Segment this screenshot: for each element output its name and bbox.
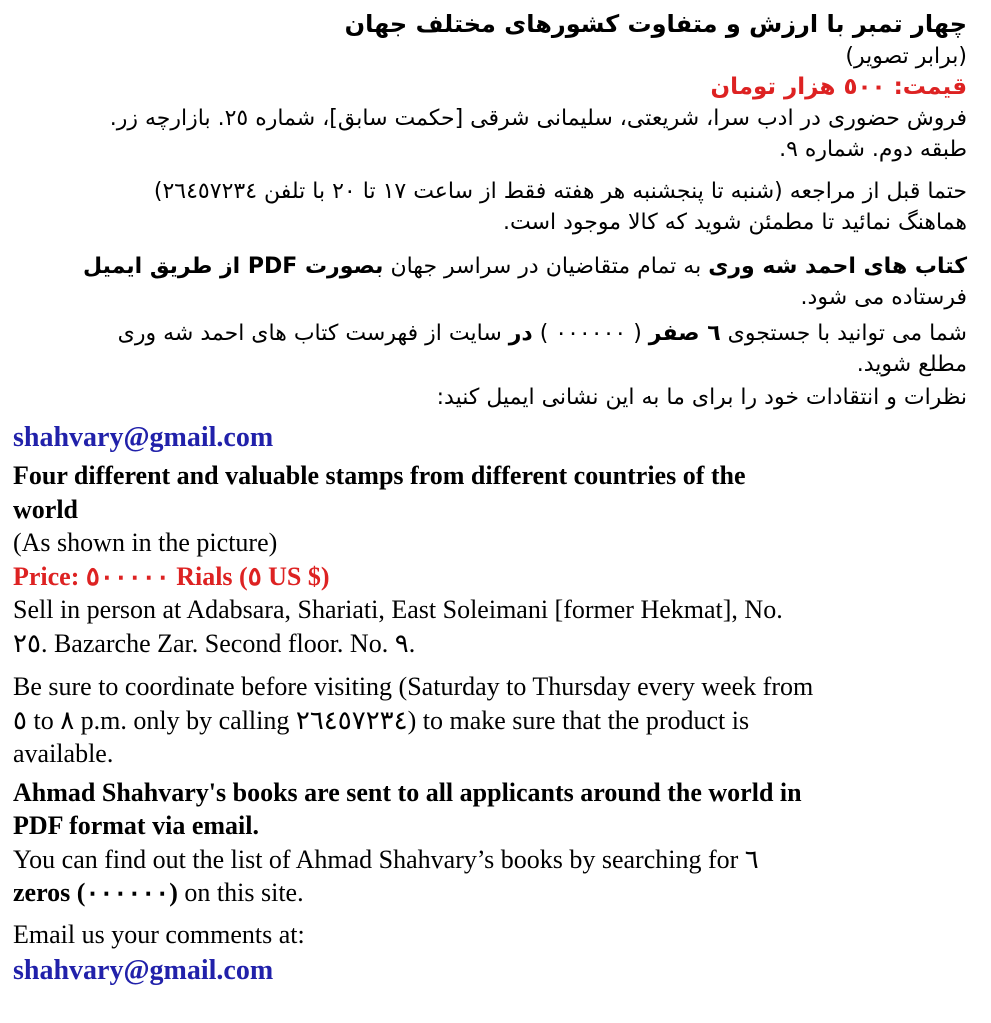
text-line bbox=[13, 72, 967, 103]
text-run: فرستاده می شود. bbox=[800, 285, 967, 310]
text-run: چهار تمبر با ارزش و متفاوت کشورهای مختلف جهان bbox=[344, 10, 967, 38]
text-run: PDF format via email. bbox=[13, 811, 259, 840]
text-line bbox=[13, 349, 967, 380]
text-line bbox=[13, 382, 967, 413]
en-search bbox=[13, 843, 967, 910]
fa-feedback bbox=[13, 382, 967, 413]
text-line bbox=[13, 918, 967, 952]
en-feedback bbox=[13, 918, 967, 952]
en-address bbox=[13, 593, 967, 660]
fa-search bbox=[13, 318, 967, 380]
text-run: available. bbox=[13, 739, 114, 768]
en-books bbox=[13, 776, 967, 843]
text-run: world bbox=[13, 494, 78, 524]
email-text: shahvary@gmail.com bbox=[13, 955, 274, 986]
text-line bbox=[13, 526, 967, 560]
text-run: (برابر تصویر) bbox=[845, 44, 967, 69]
en-price bbox=[13, 560, 967, 594]
text-run: در bbox=[508, 321, 533, 346]
text-line bbox=[13, 560, 967, 594]
text-run: ( ٠٠٠٠٠٠ ) bbox=[532, 321, 649, 346]
text-run: مطلع شوید. bbox=[856, 352, 967, 377]
text-run: بصورت PDF از طریق ایمیل bbox=[83, 254, 384, 279]
text-line bbox=[13, 282, 967, 313]
text-run: حتما قبل از مراجعه (شنبه تا پنجشنبه هر هفته فقط از ساعت ١٧ تا ٢٠ با تلفن ٢٦٤٥٧٢٣٤) bbox=[153, 179, 967, 204]
fa-address bbox=[13, 103, 967, 165]
en-subtitle bbox=[13, 526, 967, 560]
text-run: کتاب های احمد شه وری bbox=[708, 254, 967, 279]
fa-visit bbox=[13, 176, 967, 238]
text-line bbox=[13, 459, 967, 493]
email-link[interactable] bbox=[13, 419, 967, 457]
text-run: Email us your comments at: bbox=[13, 919, 305, 949]
fa-books bbox=[13, 251, 967, 313]
text-run: هماهنگ نمائید تا مطمئن شوید که کالا موجود است. bbox=[502, 210, 967, 235]
text-line bbox=[13, 134, 967, 165]
en-title bbox=[13, 459, 967, 526]
text-run: Ahmad Shahvary's books are sent to all applicants around the world in bbox=[13, 777, 802, 807]
text-run: You can find out the list of Ahmad Shahvary’s books by searching for ٦ bbox=[13, 844, 759, 874]
text-line bbox=[13, 876, 967, 910]
text-run: قیمت: ٥٠٠ هزار تومان bbox=[710, 74, 967, 100]
text-run: نظرات و انتقادات خود را برای ما به این نشانی ایمیل کنید: bbox=[436, 385, 967, 410]
text-run: سایت از فهرست کتاب های احمد شه وری bbox=[117, 321, 509, 346]
text-line bbox=[13, 843, 967, 877]
text-run: فروش حضوری در ادب سرا، شریعتی، سلیمانی شرقی [حکمت سابق]، شماره ٢٥. بازارچه زر. bbox=[109, 106, 967, 131]
email-text: shahvary@gmail.com bbox=[13, 422, 274, 453]
text-run: zeros (٠٠٠٠٠٠) bbox=[13, 878, 178, 907]
text-line bbox=[13, 704, 967, 738]
text-line bbox=[13, 207, 967, 238]
email-top[interactable] bbox=[13, 419, 967, 457]
text-line bbox=[13, 103, 967, 134]
text-run: Sell in person at Adabsara, Shariati, East Soleimani [former Hekmat], No. bbox=[13, 595, 783, 624]
text-line bbox=[13, 737, 967, 771]
text-line bbox=[13, 627, 967, 661]
text-run: Be sure to coordinate before visiting (Saturday to Thursday every week from bbox=[13, 672, 814, 701]
text-run: (As shown in the picture) bbox=[13, 528, 278, 557]
text-run: on this site. bbox=[177, 878, 304, 907]
text-run: به تمام متقاضیان در سراسر جهان bbox=[383, 254, 709, 279]
text-line bbox=[13, 493, 967, 527]
text-run: Four different and valuable stamps from different countries of the bbox=[13, 461, 746, 490]
fa-title bbox=[13, 8, 967, 41]
text-line bbox=[13, 41, 967, 72]
fa-price bbox=[13, 72, 967, 103]
text-line bbox=[13, 593, 967, 627]
text-run: ٢٥. Bazarche Zar. Second floor. No. ٩. bbox=[13, 628, 416, 658]
text-run: Price: ٥٠٠٠٠٠ Rials (٥ US $) bbox=[13, 561, 330, 591]
text-line bbox=[13, 8, 967, 41]
text-line bbox=[13, 176, 967, 207]
en-visit bbox=[13, 670, 967, 771]
fa-subtitle bbox=[13, 41, 967, 72]
text-run: طبقه دوم. شماره ٩. bbox=[779, 137, 967, 162]
text-line bbox=[13, 251, 967, 282]
text-line bbox=[13, 318, 967, 349]
document-body bbox=[13, 8, 967, 990]
text-line bbox=[13, 670, 967, 704]
text-run: شما می توانید با جستجوی bbox=[720, 321, 967, 346]
text-line bbox=[13, 809, 967, 843]
text-line bbox=[13, 776, 967, 810]
text-run: ٥ to ٨ p.m. only by calling ٢٦٤٥٧٢٣٤) to make sure that the product is bbox=[13, 705, 750, 735]
email-link[interactable] bbox=[13, 952, 967, 990]
email-bottom[interactable] bbox=[13, 952, 967, 990]
text-run: ٦ صفر bbox=[648, 321, 721, 346]
